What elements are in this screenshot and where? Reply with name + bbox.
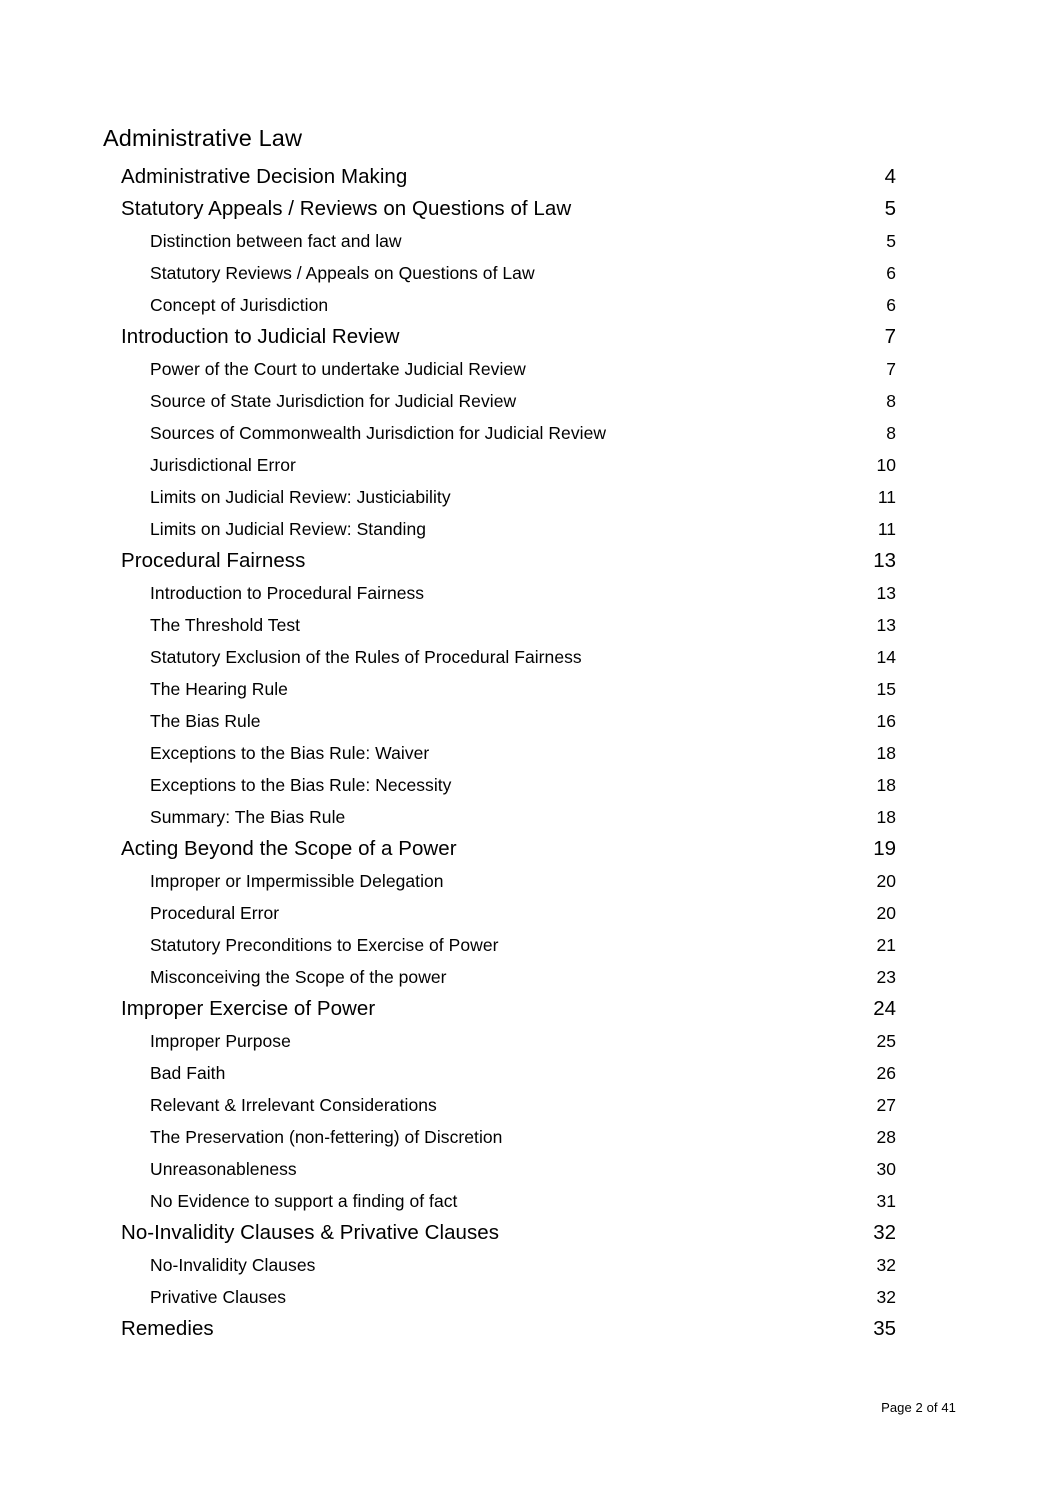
toc-entry[interactable] xyxy=(103,417,896,449)
toc-entry-page-number: 21 xyxy=(876,935,896,955)
toc-entry-page-number: 26 xyxy=(876,1063,896,1083)
toc-entry[interactable] xyxy=(103,1057,896,1089)
toc-entry-label: Procedural Fairness xyxy=(121,549,306,572)
toc-entry-page-number: 13 xyxy=(876,583,896,603)
toc-entry-page-number: 18 xyxy=(876,775,896,795)
toc-entry-page-number: 23 xyxy=(876,967,896,987)
toc-entry[interactable] xyxy=(103,577,896,609)
toc-entry-label: Procedural Error xyxy=(150,903,280,923)
toc-entry-page-number: 18 xyxy=(876,807,896,827)
toc-entry-label: Introduction to Judicial Review xyxy=(121,325,400,348)
toc-entry[interactable] xyxy=(103,673,896,705)
toc-entry-label: The Hearing Rule xyxy=(150,679,288,699)
toc-entry[interactable] xyxy=(103,609,896,641)
toc-entry[interactable] xyxy=(103,1249,896,1281)
toc-entry-page-number: 13 xyxy=(873,549,896,572)
toc-entry-label: Source of State Jurisdiction for Judicial Review xyxy=(150,391,517,411)
toc-entry-label: Limits on Judicial Review: Justiciability xyxy=(150,487,451,507)
toc-entry-label: Distinction between fact and law xyxy=(150,231,402,251)
toc-entry-label: The Preservation (non-fettering) of Discretion xyxy=(150,1127,503,1147)
toc-entry-label: Acting Beyond the Scope of a Power xyxy=(121,837,457,860)
toc-entry-label: No-Invalidity Clauses & Privative Clauses xyxy=(121,1221,500,1244)
toc-entry[interactable] xyxy=(103,1185,896,1217)
toc-entry-label: Bad Faith xyxy=(150,1063,226,1083)
toc-entry-page-number: 7 xyxy=(886,359,896,379)
toc-entry[interactable] xyxy=(103,1025,896,1057)
toc-entry-label: Statutory Reviews / Appeals on Questions of Law xyxy=(150,263,535,283)
toc-entry-label: No Evidence to support a finding of fact xyxy=(150,1191,458,1211)
toc-entry[interactable] xyxy=(103,1313,896,1345)
toc-entry-page-number: 5 xyxy=(886,231,896,251)
toc-entry[interactable] xyxy=(103,705,896,737)
toc-entry[interactable] xyxy=(103,1089,896,1121)
toc-entry-page-number: 24 xyxy=(873,997,896,1020)
toc-entry-page-number: 31 xyxy=(876,1191,896,1211)
toc-entry[interactable] xyxy=(103,257,896,289)
toc-entry-label: The Threshold Test xyxy=(150,615,301,635)
toc-entry-label: Sources of Commonwealth Jurisdiction for Judicial Review xyxy=(150,423,607,443)
toc-entry[interactable] xyxy=(103,929,896,961)
toc-entry-page-number: 32 xyxy=(876,1287,896,1307)
toc-entry-page-number: 18 xyxy=(876,743,896,763)
toc-entry-page-number: 7 xyxy=(884,325,896,348)
toc-entry-page-number: 11 xyxy=(877,487,896,507)
toc-entry-label: No-Invalidity Clauses xyxy=(150,1255,316,1275)
toc-entry-label: Limits on Judicial Review: Standing xyxy=(150,519,427,539)
toc-entry-label: Administrative Decision Making xyxy=(121,165,408,188)
toc-entry-page-number: 8 xyxy=(886,423,896,443)
toc-entry[interactable] xyxy=(103,321,896,353)
toc-entry[interactable] xyxy=(103,1217,896,1249)
toc-entry-page-number: 6 xyxy=(886,263,896,283)
toc-entry-page-number: 4 xyxy=(884,165,896,188)
toc-entry[interactable] xyxy=(103,225,896,257)
toc-entry[interactable] xyxy=(103,1121,896,1153)
toc-entry-label: The Bias Rule xyxy=(150,711,261,731)
toc-entry-label: Introduction to Procedural Fairness xyxy=(150,583,425,603)
toc-entry-page-number: 28 xyxy=(876,1127,896,1147)
toc-entry-label: Relevant & Irrelevant Considerations xyxy=(150,1095,437,1115)
toc-entry[interactable] xyxy=(103,353,896,385)
toc-entry-label: Concept of Jurisdiction xyxy=(150,295,329,315)
toc-entry-page-number: 13 xyxy=(876,615,896,635)
toc-entry[interactable] xyxy=(103,769,896,801)
toc-entry-page-number: 8 xyxy=(886,391,896,411)
toc-entry[interactable] xyxy=(103,545,896,577)
toc-entry-label: Improper Exercise of Power xyxy=(121,997,376,1020)
toc-entry[interactable] xyxy=(103,1281,896,1313)
toc-entry-label: Statutory Exclusion of the Rules of Procedural Fairness xyxy=(150,647,582,667)
toc-entry[interactable] xyxy=(103,449,896,481)
toc-entry-page-number: 20 xyxy=(876,871,896,891)
toc-entry-label: Summary: The Bias Rule xyxy=(150,807,346,827)
toc-entry[interactable] xyxy=(103,161,896,193)
toc-entry-page-number: 11 xyxy=(877,519,896,539)
toc-entry-page-number: 30 xyxy=(876,1159,896,1179)
toc-entry-page-number: 19 xyxy=(873,837,896,860)
page-footer: Page 2 of 41 xyxy=(881,1400,956,1415)
toc-entry-label: Remedies xyxy=(121,1317,214,1340)
toc-entry[interactable] xyxy=(103,513,896,545)
toc-entry-page-number: 25 xyxy=(876,1031,896,1051)
toc-entry-page-number: 14 xyxy=(876,647,896,667)
toc-entry[interactable] xyxy=(103,641,896,673)
toc-entry[interactable] xyxy=(103,1153,896,1185)
toc-entry-label: Jurisdictional Error xyxy=(150,455,296,475)
toc-entry-label: Exceptions to the Bias Rule: Waiver xyxy=(150,743,430,763)
toc-entry-label: Improper or Impermissible Delegation xyxy=(150,871,444,891)
toc-entry[interactable] xyxy=(103,897,896,929)
toc-entry[interactable] xyxy=(103,833,896,865)
toc-entry-page-number: 27 xyxy=(876,1095,896,1115)
toc-entry-label: Statutory Appeals / Reviews on Questions of Law xyxy=(121,197,572,220)
toc-entry-label: Privative Clauses xyxy=(150,1287,287,1307)
toc-entry-label: Misconceiving the Scope of the power xyxy=(150,967,447,987)
toc-entry-page-number: 32 xyxy=(873,1221,896,1244)
toc-entry[interactable] xyxy=(103,993,896,1025)
toc-entry-label: Power of the Court to undertake Judicial Review xyxy=(150,359,526,379)
toc-entry[interactable] xyxy=(103,385,896,417)
toc-entry[interactable] xyxy=(103,289,896,321)
toc-entry[interactable] xyxy=(103,801,896,833)
toc-entry[interactable] xyxy=(103,961,896,993)
toc-entry[interactable] xyxy=(103,481,896,513)
toc-entry-label: Improper Purpose xyxy=(150,1031,291,1051)
toc-entry-list xyxy=(103,161,896,1345)
toc-entry-page-number: 15 xyxy=(876,679,896,699)
table-of-contents xyxy=(103,122,896,1345)
toc-entry-page-number: 5 xyxy=(884,197,896,220)
toc-entry-label: Unreasonableness xyxy=(150,1159,297,1179)
toc-entry-page-number: 16 xyxy=(876,711,896,731)
toc-entry-page-number: 32 xyxy=(876,1255,896,1275)
toc-entry-page-number: 6 xyxy=(886,295,896,315)
toc-entry-page-number: 10 xyxy=(876,455,896,475)
toc-entry-label: Statutory Preconditions to Exercise of Power xyxy=(150,935,499,955)
toc-entry-label: Exceptions to the Bias Rule: Necessity xyxy=(150,775,452,795)
toc-entry[interactable] xyxy=(103,737,896,769)
toc-entry-page-number: 35 xyxy=(873,1317,896,1340)
page-title: Administrative Law xyxy=(103,125,303,151)
toc-entry[interactable] xyxy=(103,865,896,897)
toc-entry-page-number: 20 xyxy=(876,903,896,923)
toc-entry[interactable] xyxy=(103,193,896,225)
